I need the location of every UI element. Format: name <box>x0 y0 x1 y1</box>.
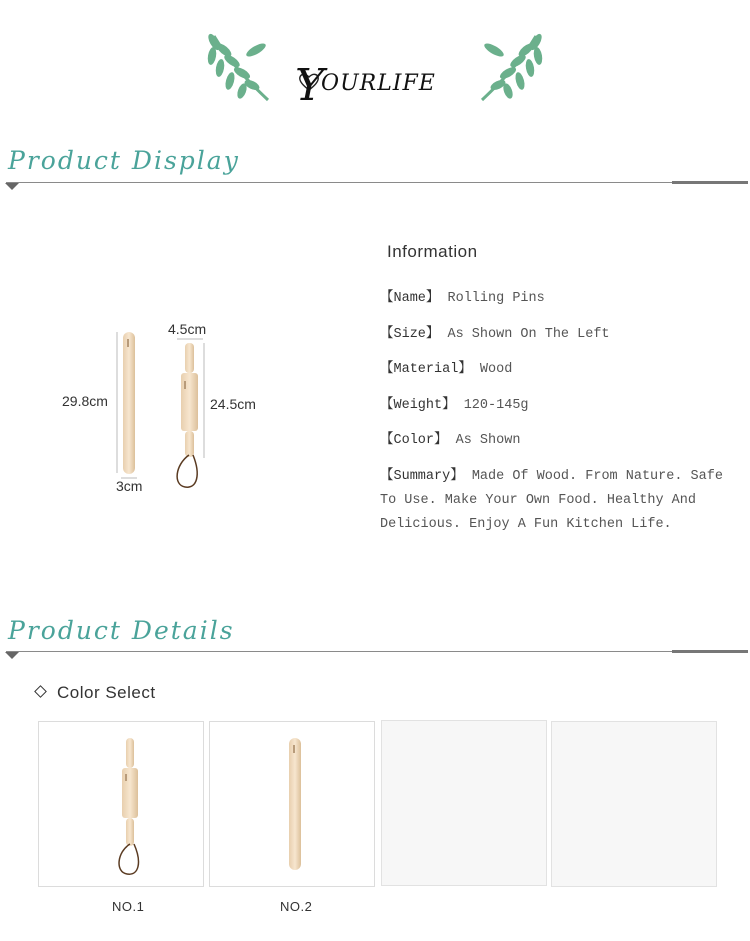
diamond-icon <box>34 685 47 698</box>
information-heading: Information <box>387 242 478 261</box>
info-value: Wood <box>471 362 513 377</box>
product-dimension-image <box>55 315 275 500</box>
info-row-material <box>380 358 740 382</box>
brand-logo <box>200 28 550 111</box>
info-key: 【Summary】 <box>380 469 464 484</box>
dimension-handle-length: 24.5cm <box>210 396 256 412</box>
color-option-empty <box>551 721 717 887</box>
section-marker <box>5 183 19 190</box>
color-option-no1[interactable] <box>38 721 204 887</box>
wheat-left-icon <box>200 28 275 108</box>
section-divider-accent <box>672 181 748 184</box>
info-value: As Shown <box>447 433 521 448</box>
info-value: As Shown On The Left <box>439 327 610 342</box>
color-option-no2[interactable] <box>209 721 375 887</box>
info-value: 120-145g <box>455 398 529 413</box>
info-key: 【Name】 <box>380 291 440 306</box>
brand-wordmark <box>295 50 436 111</box>
section-divider <box>6 182 748 183</box>
color-option-label-no2: NO.2 <box>280 899 313 914</box>
info-row-size <box>380 323 740 347</box>
info-key: 【Material】 <box>380 362 472 377</box>
brand-rest: OURLIFE <box>321 71 436 96</box>
wheat-right-icon <box>475 28 550 108</box>
section-title-details: Product Details <box>8 616 235 645</box>
dimension-handle-width: 4.5cm <box>168 321 207 337</box>
info-row-name <box>380 287 740 311</box>
info-key: 【Weight】 <box>380 398 456 413</box>
info-value: Rolling Pins <box>439 291 545 306</box>
section-divider <box>6 651 748 652</box>
info-key: 【Size】 <box>380 327 440 342</box>
rolling-pin-handle-image <box>39 722 203 886</box>
brand-initial: Y <box>295 60 326 111</box>
color-select-label: Color Select <box>57 683 156 702</box>
info-row-weight <box>380 394 740 418</box>
section-title-display: Product Display <box>8 146 240 175</box>
color-select-heading <box>36 683 156 703</box>
info-row-summary <box>380 465 740 537</box>
dimension-long-length: 29.8cm <box>62 393 108 409</box>
rolling-pin-straight-image <box>210 722 374 886</box>
info-row-color <box>380 429 740 453</box>
info-key: 【Color】 <box>380 433 448 448</box>
section-marker <box>5 652 19 659</box>
section-divider-accent <box>672 650 748 653</box>
color-option-label-no1: NO.1 <box>112 899 145 914</box>
info-value: Made Of Wood. From Nature. Safe To Use. Make Your Own Food. Healthy And Delicious. Enjoy A Fun Kitchen Life. <box>380 469 723 532</box>
dimension-long-width: 3cm <box>116 478 143 494</box>
color-option-empty <box>381 720 547 886</box>
